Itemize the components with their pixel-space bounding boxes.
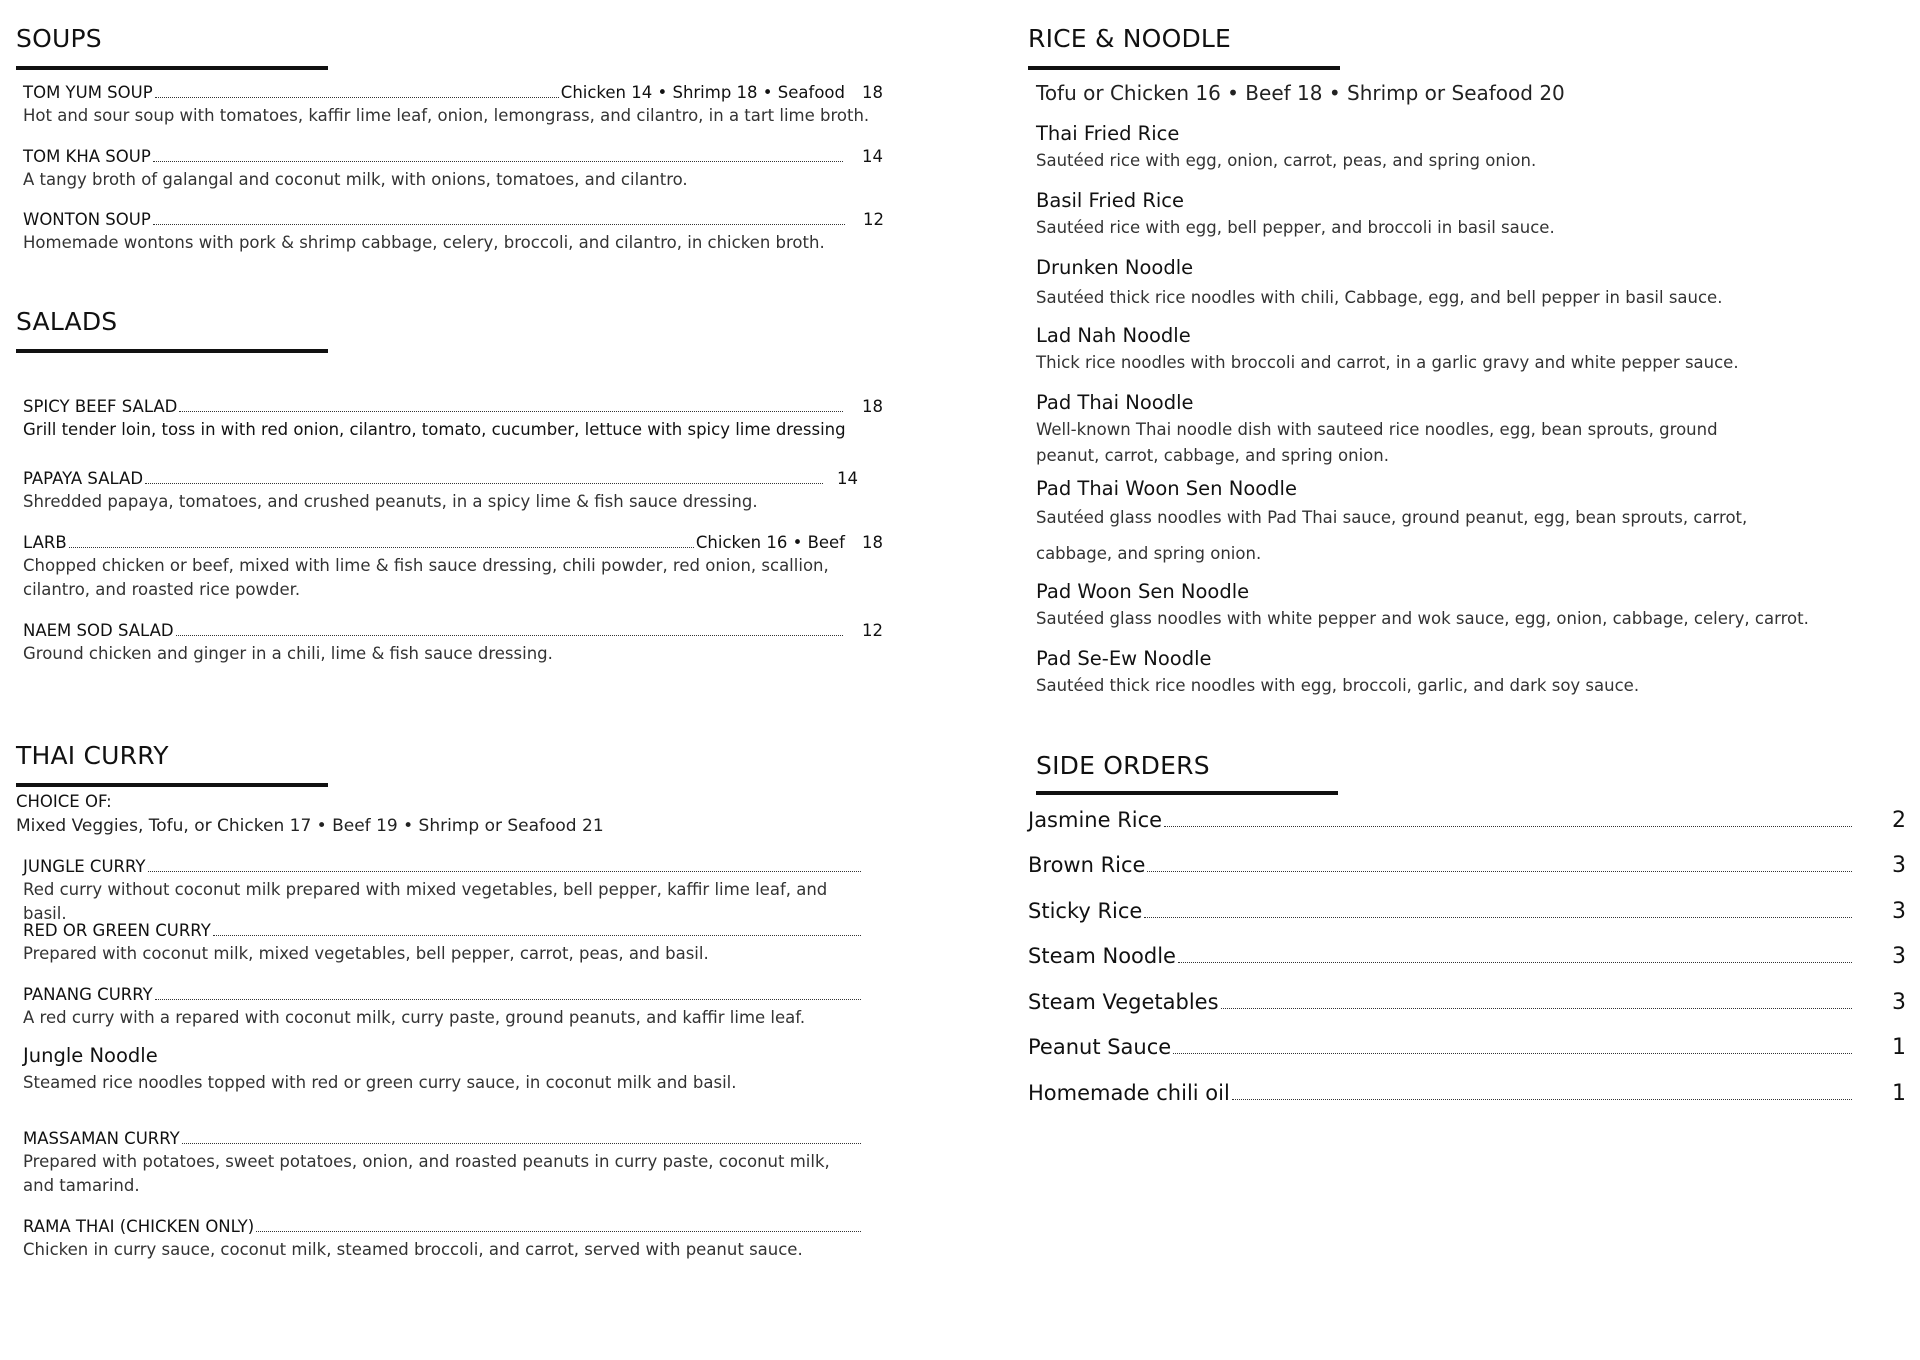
item-name: Pad Thai Woon Sen Noodle (1036, 477, 1297, 500)
item-desc: Hot and sour soup with tomatoes, kaffir lime leaf, onion, lemongrass, and cilantro, in a tart lime broth. (23, 106, 870, 125)
item-name: Peanut Sauce (1028, 1035, 1172, 1059)
leader-dots (145, 483, 823, 484)
item-name: WONTON SOUP (23, 210, 151, 229)
leader-dots (153, 161, 843, 162)
item-name: Brown Rice (1028, 853, 1146, 877)
item-desc: Chopped chicken or beef, mixed with lime & fish sauce dressing, chili powder, red onion, scallion, cilantro, and roasted rice powder. (23, 556, 829, 599)
item-desc: Sautéed rice with egg, onion, carrot, peas, and spring onion. (1036, 151, 1537, 170)
leader-dots (179, 411, 843, 412)
item-price: 12 (862, 621, 883, 640)
item-name: Steam Vegetables (1028, 990, 1219, 1014)
item-name: Homemade chili oil (1028, 1081, 1230, 1105)
side-item-steam-vegetables (1028, 990, 1906, 1015)
item-name: Steam Noodle (1028, 944, 1176, 968)
leader-dots (153, 224, 845, 225)
leader-dots (1173, 1053, 1852, 1054)
side-orders-section (1036, 751, 1916, 795)
side-item-steam-noodle (1028, 944, 1906, 969)
side-orders-title: SIDE ORDERS (1036, 751, 1210, 780)
menu-item-jungle-noodle (23, 1042, 883, 1096)
leader-dots (256, 1231, 861, 1232)
menu-item-tom-kha (23, 146, 883, 192)
item-name: Drunken Noodle (1036, 256, 1194, 279)
item-price: 18 (862, 83, 883, 102)
salads-title: SALADS (16, 307, 118, 336)
item-name: TOM YUM SOUP (23, 83, 153, 102)
item-desc: Sautéed thick rice noodles with egg, broccoli, garlic, and dark soy sauce. (1036, 676, 1640, 695)
leader-dots (1147, 871, 1852, 872)
menu-item-lad-nah-noodle (1036, 322, 1896, 376)
item-name: Pad Woon Sen Noodle (1036, 580, 1250, 603)
item-desc: Chicken in curry sauce, coconut milk, steamed broccoli, and carrot, served with peanut sauce. (23, 1240, 803, 1259)
item-desc: A red curry with a repared with coconut milk, curry paste, ground peanuts, and kaffir lime leaf. (23, 1008, 806, 1027)
item-price: 14 (862, 147, 883, 166)
item-price: 18 (862, 397, 883, 416)
item-desc: Sautéed glass noodles with Pad Thai sauce, ground peanut, egg, bean sprouts, carrot, cabbage, and spring onion. (1036, 508, 1748, 563)
section-rule (16, 783, 328, 787)
item-price: 12 (863, 210, 884, 229)
side-item-brown-rice (1028, 853, 1906, 878)
choice-heading: CHOICE OF: (16, 792, 112, 811)
item-name: Pad Thai Noodle (1036, 391, 1194, 414)
leader-dots (1178, 962, 1852, 963)
item-name: Sticky Rice (1028, 899, 1143, 923)
item-name: Jungle Noodle (23, 1044, 158, 1067)
item-price: 1 (1892, 1035, 1906, 1060)
section-rule (16, 66, 328, 70)
menu-item-drunken-noodle (1036, 254, 1896, 311)
item-desc: Thick rice noodles with broccoli and carrot, in a garlic gravy and white pepper sauce. (1036, 353, 1739, 372)
item-desc: Sautéed rice with egg, bell pepper, and broccoli in basil sauce. (1036, 218, 1555, 237)
item-name: Basil Fried Rice (1036, 189, 1185, 212)
rice-noodle-title: RICE & NOODLE (1028, 24, 1232, 53)
item-desc: Well-known Thai noodle dish with sauteed rice noodles, egg, bean sprouts, ground peanut, carrot, cabbage, and spring onion. (1036, 420, 1718, 465)
menu-item-papaya-salad (23, 468, 883, 514)
item-desc: Steamed rice noodles topped with red or green curry sauce, in coconut milk and basil. (23, 1073, 737, 1092)
item-name: PANANG CURRY (23, 985, 153, 1004)
item-options: Chicken 14 • Shrimp 18 • Seafood (560, 83, 845, 102)
menu-item-thai-fried-rice (1036, 120, 1896, 174)
item-price: 3 (1892, 990, 1906, 1015)
item-price: 1 (1892, 1081, 1906, 1106)
leader-dots (213, 935, 861, 936)
leader-dots (176, 635, 843, 636)
item-name: RAMA THAI (CHICKEN ONLY) (23, 1217, 255, 1236)
item-desc: Red curry without coconut milk prepared with mixed vegetables, bell pepper, kaffir lime leaf, and basil. (23, 880, 828, 923)
item-name: JUNGLE CURRY (23, 857, 146, 876)
item-name: NAEM SOD SALAD (23, 621, 174, 640)
leader-dots (182, 1143, 861, 1144)
leader-dots (1164, 826, 1852, 827)
item-desc: Prepared with coconut milk, mixed vegetables, bell pepper, carrot, peas, and basil. (23, 944, 709, 963)
curry-title: THAI CURRY (16, 741, 169, 770)
rice-noodle-section (1028, 24, 1908, 70)
side-item-sticky-rice (1028, 899, 1906, 924)
curry-section (16, 741, 896, 787)
menu-item-red-green-curry (23, 920, 883, 966)
item-name: TOM KHA SOUP (23, 147, 151, 166)
item-desc: Ground chicken and ginger in a chili, lime & fish sauce dressing. (23, 644, 553, 663)
soups-title: SOUPS (16, 24, 102, 53)
side-item-jasmine-rice (1028, 808, 1906, 833)
leader-dots (1232, 1099, 1852, 1100)
item-desc: Sautéed thick rice noodles with chili, Cabbage, egg, and bell pepper in basil sauce. (1036, 288, 1723, 307)
menu-item-pad-thai-noodle (1036, 389, 1896, 469)
menu-item-pad-se-ew (1036, 645, 1896, 699)
menu-item-wonton (23, 209, 883, 255)
curry-pricing: Mixed Veggies, Tofu, or Chicken 17 • Beef 19 • Shrimp or Seafood 21 (16, 816, 604, 836)
menu-item-spicy-beef-salad (23, 396, 883, 442)
menu-item-basil-fried-rice (1036, 187, 1896, 241)
menu-item-massaman-curry (23, 1128, 883, 1198)
soups-section (16, 24, 896, 70)
section-rule (1028, 66, 1340, 70)
salads-section (16, 307, 896, 353)
item-desc: Homemade wontons with pork & shrimp cabbage, celery, broccoli, and cilantro, in chicken broth. (23, 233, 825, 252)
side-item-chili-oil (1028, 1081, 1906, 1106)
section-rule (16, 349, 328, 353)
menu-item-pad-woon-sen (1036, 578, 1896, 632)
item-name: Pad Se-Ew Noodle (1036, 647, 1212, 670)
item-desc: A tangy broth of galangal and coconut milk, with onions, tomatoes, and cilantro. (23, 170, 688, 189)
item-price: 3 (1892, 853, 1906, 878)
section-rule (1036, 791, 1338, 795)
item-name: Thai Fried Rice (1036, 122, 1180, 145)
item-options: Chicken 16 • Beef (695, 533, 845, 552)
item-desc: Prepared with potatoes, sweet potatoes, onion, and roasted peanuts in curry paste, coconut milk, and tamarind. (23, 1152, 830, 1195)
leader-dots (1221, 1008, 1852, 1009)
item-price: 3 (1892, 899, 1906, 924)
item-name: RED OR GREEN CURRY (23, 921, 211, 940)
item-price: 3 (1892, 944, 1906, 969)
menu-item-pad-thai-woon-sen (1036, 475, 1896, 572)
menu-item-jungle-curry (23, 856, 883, 926)
side-item-peanut-sauce (1028, 1035, 1906, 1060)
item-name: PAPAYA SALAD (23, 469, 144, 488)
leader-dots (69, 547, 694, 548)
menu-item-larb (23, 532, 883, 602)
item-desc: Grill tender loin, toss in with red onion, cilantro, tomato, cucumber, lettuce with spicy lime dressing (23, 420, 846, 439)
leader-dots (155, 97, 559, 98)
menu-item-rama-thai (23, 1216, 883, 1262)
item-name: Lad Nah Noodle (1036, 324, 1191, 347)
leader-dots (1144, 917, 1852, 918)
menu-item-naem-sod (23, 620, 883, 666)
menu-item-panang-curry (23, 984, 883, 1030)
leader-dots (148, 871, 862, 872)
item-name: LARB (23, 533, 67, 552)
item-price: 2 (1892, 808, 1906, 833)
item-name: Jasmine Rice (1028, 808, 1163, 832)
item-desc: Sautéed glass noodles with white pepper and wok sauce, egg, onion, cabbage, celery, carrot. (1036, 609, 1809, 628)
item-name: SPICY BEEF SALAD (23, 397, 178, 416)
item-price: 18 (862, 533, 883, 552)
rice-pricing: Tofu or Chicken 16 • Beef 18 • Shrimp or Seafood 20 (1036, 81, 1565, 105)
menu-item-tom-yum (23, 82, 883, 128)
leader-dots (155, 999, 861, 1000)
item-name: MASSAMAN CURRY (23, 1129, 180, 1148)
item-desc: Shredded papaya, tomatoes, and crushed peanuts, in a spicy lime & fish sauce dressing. (23, 492, 758, 511)
item-price: 14 (837, 469, 858, 488)
